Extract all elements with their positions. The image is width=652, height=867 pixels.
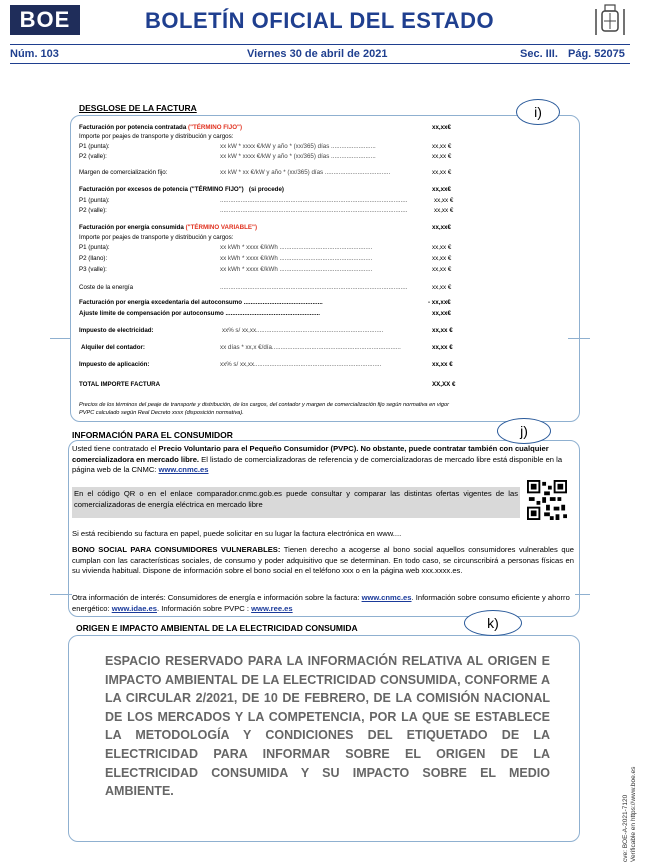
right-tick-2 — [575, 594, 590, 595]
energia-amount: xx,xx€ — [432, 224, 451, 231]
boe-logo: BOE — [10, 5, 80, 35]
ree-link[interactable]: www.ree.es — [251, 603, 293, 613]
issue-number: Núm. 103 — [10, 48, 59, 60]
energia-p2-formula: xx kWh * xxxx €/kWh ...................................................... — [220, 255, 373, 262]
marker-i: i) — [516, 99, 560, 125]
excesos-p2-amount: xx,xx € — [434, 207, 454, 214]
p2-valle-amount: xx,xx € — [432, 153, 452, 160]
idae-link[interactable]: www.idae.es — [111, 603, 157, 613]
margen-formula: xx kW * xx €/kW y año * (xx/365) días ...................................... — [220, 169, 391, 176]
marker-j: j) — [497, 418, 551, 444]
p1-punta-amount: xx,xx € — [432, 143, 452, 150]
coste-energia-dots: ............................................................................................................. — [220, 284, 408, 291]
desglose-heading: DESGLOSE DE LA FACTURA — [79, 103, 197, 113]
total-label: TOTAL IMPORTE FACTURA — [79, 381, 161, 388]
potencia-title: Facturación por potencia contratada ("TÉRMINO FIJO") — [79, 124, 243, 131]
impuesto-aplicacion-amount: xx,xx € — [432, 361, 453, 368]
excesos-p2-dots: ............................................................................................................. — [220, 207, 408, 214]
header-rule-top — [10, 44, 630, 45]
impuesto-aplicacion-label: Impuesto de aplicación: — [79, 361, 150, 368]
cnmc-link-2[interactable]: www.cnmc.es — [361, 593, 412, 602]
marker-k: k) — [464, 610, 522, 636]
excedentaria-amount: - xx,xx€ — [428, 299, 451, 306]
right-tick-1 — [568, 338, 590, 339]
bono-social-title: BONO SOCIAL PARA CONSUMIDORES VULNERABLES: — [72, 545, 281, 554]
energia-tag: ("TÉRMINO VARIABLE") — [185, 224, 258, 231]
header-rule-bottom — [10, 63, 630, 64]
impuesto-electricidad-formula: xx% s/ xx,xx.......................................................................... — [222, 327, 384, 334]
pvpc-paragraph: Usted tiene contratado el Precio Voluntario para el Pequeño Consumidor (PVPC). No obstante, puede contratar también con cualquier comercializadora en mercado libre. El listado de comercializadoras de referencia y de comercializadoras de mercado libre está disponible en la página web de la CNMC: www.cnmc.es — [72, 444, 563, 474]
energia-title: Facturación por energía consumida ("TÉRMINO VARIABLE") — [79, 224, 258, 231]
cnmc-link-1[interactable]: www.cnmc.es — [158, 465, 209, 474]
bono-social-paragraph: BONO SOCIAL PARA CONSUMIDORES VULNERABLES: Tienen derecho a acogerse al bono social aquellos consumidores vulnerables que cumplan con las características sociales, de consumo y poder adquisitivo que se determinan. En todo caso, se circunscribirá a personas físicas en su vivienda habitual. Dispone de información sobre el bono social en el teléfono xxx o en la página web xxx.xxxx.es. — [72, 545, 575, 575]
ajuste-label: Ajuste límite de compensación por autoconsumo ....................................................... — [79, 310, 321, 317]
peajes-cargos-label-1: Importe por peajes de transporte y distribución y cargos: — [79, 133, 234, 140]
footnote-line-2: PVPC calculado según Real Decreto xxxx (disposición normativa). — [79, 410, 244, 416]
qr-code-icon[interactable] — [527, 480, 567, 520]
consumidor-heading: INFORMACIÓN PARA EL CONSUMIDOR — [72, 430, 233, 440]
total-amount: XX,XX € — [432, 381, 456, 388]
excesos-amount: xx,xx€ — [432, 186, 451, 193]
energia-p3-label: P3 (valle): — [79, 266, 107, 273]
p2-valle-formula: xx kW * xxxx €/kW y año * (xx/365) días .......................... — [220, 153, 376, 160]
left-tick-2 — [50, 594, 72, 595]
impuesto-aplicacion-formula: xx% s/ xx,xx.......................................................................... — [220, 361, 382, 368]
excesos-p2-label: P2 (valle): — [79, 207, 107, 214]
energia-p2-amount: xx,xx € — [432, 255, 452, 262]
potencia-amount: xx,xx€ — [432, 124, 451, 131]
excesos-note: (si procede) — [248, 186, 284, 193]
impuesto-electricidad-label: Impuesto de electricidad: — [79, 327, 154, 334]
qr-text: En el código QR o en el enlace comparador.cnmc.gob.es puede consultar y comparar las distintas ofertas vigentes de las comercializadoras de energía eléctrica en mercado libre — [74, 489, 518, 509]
energia-p3-amount: xx,xx € — [432, 266, 452, 273]
excesos-p1-amount: xx,xx € — [434, 197, 454, 204]
footnote-line-1: Precios de los términos del peaje de transporte y distribución, de los cargos, del contador y margen de comercialización fijo según normativa en vigor — [79, 402, 450, 408]
energia-p1-label: P1 (punta): — [79, 244, 110, 251]
potencia-tag: ("TÉRMINO FIJO") — [188, 124, 243, 131]
energia-p1-formula: xx kWh * xxxx €/kWh ...................................................... — [220, 244, 373, 251]
origen-placeholder-text: ESPACIO RESERVADO PARA LA INFORMACIÓN RELATIVA AL ORIGEN E IMPACTO AMBIENTAL DE LA ELECTRICIDAD CONSUMIDA, CONFORME A LA CIRCULAR 2/2021, DE 10 DE FEBRERO, DE LA COMISIÓN NACIONAL DE LOS MERCADOS Y LA COMPETENCIA, POR LA QUE SE ESTABLECE LA METODOLOGÍA Y CONDICIONES DEL ETIQUETADO DE LA ELECTRICIDAD PARA INFORMAR SOBRE EL ORIGEN DE LA ELECTRICIDAD CONSUMIDA Y SU IMPACTO SOBRE EL MEDIO AMBIENTE. — [105, 654, 550, 799]
alquiler-contador-label: Alquiler del contador: — [81, 344, 145, 351]
excesos-p1-label: P1 (punta): — [79, 197, 110, 204]
page-number: Pág. 52075 — [568, 48, 625, 60]
margen-amount: xx,xx € — [432, 169, 452, 176]
section-label: Sec. III. — [520, 48, 558, 60]
verificable-url[interactable]: Verificable en https://www.boe.es — [630, 766, 637, 862]
coat-of-arms-icon — [592, 3, 628, 39]
factura-papel-text: Si está recibiendo su factura en papel, puede solicitar en su lugar la factura electrónica en www.... — [72, 529, 402, 538]
alquiler-contador-formula: xx días * xx,x €/día........................................................................... — [220, 344, 401, 351]
excesos-title: Facturación por excesos de potencia ("TÉRMINO FIJO") (si procede) — [79, 186, 284, 193]
excedentaria-label: Facturación por energía excedentaria del autoconsumo .............................................. — [79, 299, 323, 306]
energia-p1-amount: xx,xx € — [432, 244, 452, 251]
energia-p2-label: P2 (llano): — [79, 255, 108, 262]
left-tick-1 — [50, 338, 70, 339]
origen-heading: ORIGEN E IMPACTO AMBIENTAL DE LA ELECTRICIDAD CONSUMIDA — [76, 623, 358, 633]
p1-punta-label: P1 (punta): — [79, 143, 110, 150]
excesos-p1-dots: ............................................................................................................. — [220, 197, 408, 204]
cve-code: cve: BOE-A-2021-7120 — [622, 794, 629, 862]
alquiler-contador-amount: xx,xx € — [432, 344, 453, 351]
p2-valle-label: P2 (valle): — [79, 153, 107, 160]
issue-date: Viernes 30 de abril de 2021 — [247, 48, 388, 60]
peajes-cargos-label-2: Importe por peajes de transporte y distribución y cargos: — [79, 234, 234, 241]
energia-p3-formula: xx kWh * xxxx €/kWh ...................................................... — [220, 266, 373, 273]
margen-label: Margen de comercialización fijo: — [79, 169, 168, 176]
p1-punta-formula: xx kW * xxxx €/kW y año * (xx/365) días .......................... — [220, 143, 376, 150]
ajuste-amount: xx,xx€ — [432, 310, 451, 317]
coste-energia-label: Coste de la energía — [79, 284, 134, 291]
coste-energia-amount: xx,xx € — [432, 284, 452, 291]
page-title: BOLETÍN OFICIAL DEL ESTADO — [145, 8, 495, 33]
otra-informacion-paragraph: Otra información de interés: Consumidores de energía e información sobre la factura: www.cnmc.es. Información sobre consumo eficiente y ahorro energético: www.idae.es. Información sobre PVPC : www.ree.es — [72, 593, 570, 613]
impuesto-electricidad-amount: xx,xx € — [432, 327, 453, 334]
